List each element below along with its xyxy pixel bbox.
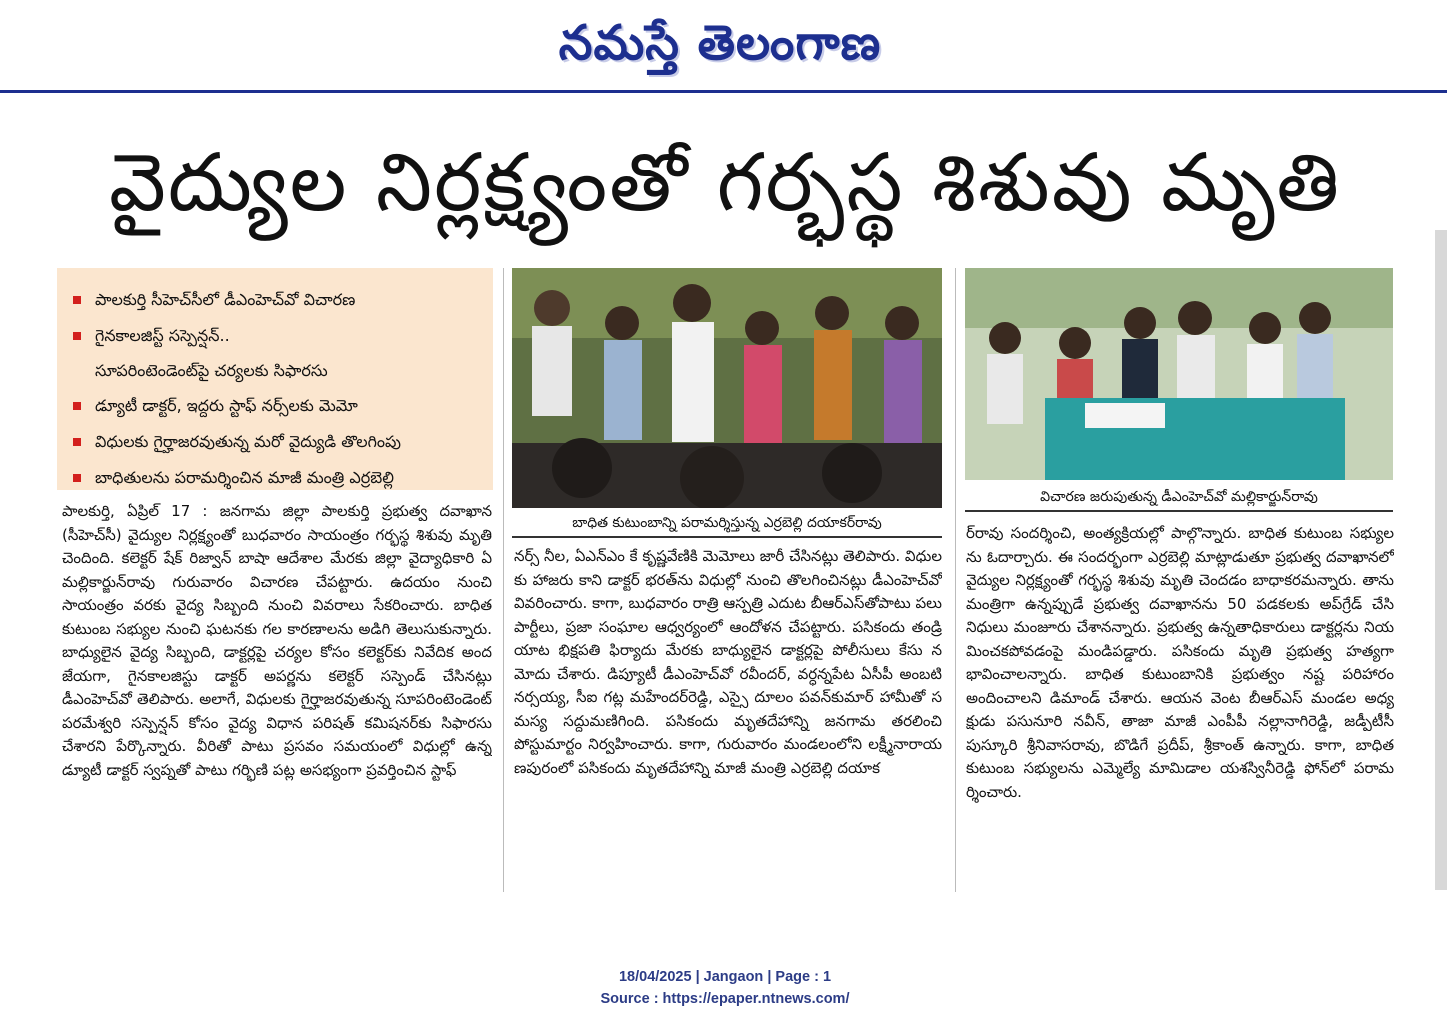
footer-date-edition: 18/04/2025 | Jangaon | Page : 1 xyxy=(618,969,832,985)
meeting-photo-illustration xyxy=(965,268,1393,480)
highlight-item xyxy=(73,282,483,318)
highlights-box xyxy=(57,268,493,490)
highlight-text: గైనకాలజిస్ట్ సస్పెన్షన్.. xyxy=(95,326,230,345)
headline: వైద్యుల నిర్లక్ష్యంతో గర్భస్థ శిశువు మృతి xyxy=(108,136,1342,229)
bullet-square-icon xyxy=(73,474,81,482)
highlight-item xyxy=(73,424,483,460)
footer-source-link[interactable]: Source : https://epaper.ntnews.com/ xyxy=(600,991,850,1007)
photo-caption: విచారణ జరుపుతున్న డీఎంహెచ్‌వో మల్లికార్జున్‌రావు xyxy=(965,484,1393,512)
highlight-item xyxy=(73,388,483,424)
highlight-text-continued: సూపరింటెండెంట్‌పై చర్యలకు సిఫారసు xyxy=(95,361,328,380)
adjacent-page-edge xyxy=(1435,230,1447,890)
bullet-square-icon xyxy=(73,402,81,410)
highlight-item xyxy=(73,318,483,354)
photo-caption: బాధిత కుటుంబాన్ని పరామర్శిస్తున్న ఎర్రబెల్లి దయాకర్‌రావు xyxy=(512,510,942,538)
page-footer xyxy=(500,966,950,1010)
highlight-text: బాధితులను పరామర్శించిన మాజీ మంత్రి ఎర్రబెల్లి xyxy=(95,468,394,487)
masthead-rule xyxy=(0,90,1447,93)
highlight-item xyxy=(73,460,483,496)
article-column-2: నర్స్ నీల, ఏఎన్‌ఎం కే కృష్ణవేణికి మెమోలు జారీ చేసినట్లు తెలిపారు. విధులకు హాజరు కాని డాక్టర్ భరత్‌ను విధుల్లో నుంచి తొలగించినట్లు డీఎంహెచ్‌వో వివరించారు. కాగా, బుధవారం రాత్రి ఆస్పత్రి ఎదుట బీఆర్‌ఎస్‌తోపాటు పలు పార్టీలు, ప్రజా సంఘాల ఆధ్వర్యంలో ఆందోళన చేపట్టారు. పసికందు తండ్రి యాట భిక్షపతి ఫిర్యాదు మేరకు బాధ్యులైన డాక్టర్లపై పోలీసులు కేసు నమోదు చేశారు. డిప్యూటీ డీఎంహెచ్‌వో రవీందర్, వర్ధన్నపేట ఏసీపీ అంబటి నర్సయ్య, సీఐ గట్ల మహేందర్‌రెడ్డి, ఎస్సై దూలం పవన్‌కుమార్ హామీతో సమస్య సద్దుమణిగింది. పసికందు మృతదేహాన్ని జనగామ తరలించి పోస్టుమార్టం నిర్వహించారు. కాగా, గురువారం మండలంలోని లక్ష్మీనారాయణపురంలో పసికందు మృతదేహాన్ని మాజీ మంత్రి ఎర్రబెల్లి దయాక xyxy=(514,547,942,777)
column-divider xyxy=(503,268,504,892)
column-divider xyxy=(955,268,956,892)
article-column-1: పాలకుర్తి, ఏప్రిల్ 17 : జనగామ జిల్లా పాలకుర్తి ప్రభుత్వ దవాఖాన (సీహెచ్‌సీ) వైద్యుల నిర్లక్ష్యంతో బుధవారం సాయంత్రం గర్భస్థ శిశువు మృతి చెందింది. కలెక్టర్ షేక్ రిజ్వాన్ బాషా ఆదేశాల మేరకు జిల్లా వైద్యాధికారి ఏ మల్లికార్జున్‌రావు గురువారం విచారణ చేపట్టారు. ఉదయం నుంచి సాయంత్రం వరకు వైద్య సిబ్బంది నుంచి వివరాలు సేకరించారు. బాధిత కుటుంబ సభ్యుల నుంచి ఘటనకు గల కారణాలను అడిగి తెలుసుకున్నారు. బాధ్యులైన వైద్య సిబ్బంది, డాక్టర్లపై చర్యల కోసం కలెక్టర్‌కు నివేదిక అందజేయగా, గైనకాలజిస్టు డాక్టర్ అపర్ణను కలెక్టర్ సస్పెండ్ చేసినట్లు డీఎంహెచ్‌వో తెలిపారు. అలాగే, విధులకు గైర్హాజరవుతున్న సూపరింటెండెంట్ పరమేశ్వరి సస్పెన్షన్ కోసం వైద్య విధాన పరిషత్ కమిషనర్‌కు సిఫారసు చేశారని పేర్కొన్నారు. వీరితో పాటు ప్రసవం సమయంలో విధుల్లో ఉన్న డ్యూటీ డాక్టర్ స్వప్నతో పాటు గర్భిణి పట్ల అసభ్యంగా ప్రవర్తించిన స్టాఫ్ xyxy=(62,502,492,779)
crowd-photo-illustration xyxy=(512,268,942,508)
masthead-logo: నమస్తే తెలంగాణ xyxy=(558,15,882,71)
bullet-square-icon xyxy=(73,332,81,340)
highlight-text: విధులకు గైర్హాజరవుతున్న మరో వైద్యుడి తొలగింపు xyxy=(95,432,402,451)
highlight-text: పాలకుర్తి సీహెచ్‌సీలో డీఎంహెచ్‌వో విచారణ xyxy=(95,290,356,309)
photo-errabelli-visit xyxy=(512,268,942,508)
bullet-square-icon xyxy=(73,296,81,304)
highlight-text: డ్యూటీ డాక్టర్, ఇద్దరు స్టాఫ్ నర్స్‌లకు మెమో xyxy=(95,396,358,415)
photo-dmho-inquiry xyxy=(965,268,1393,480)
article-column-3: ర్‌రావు సందర్శించి, అంత్యక్రియల్లో పాల్గొన్నారు. బాధిత కుటుంబ సభ్యులను ఓదార్చారు. ఈ సందర్భంగా ఎర్రబెల్లి మాట్లాడుతూ ప్రభుత్వ దవాఖానలో వైద్యుల నిర్లక్ష్యంతో గర్భస్థ శిశువు మృతి చెందడం బాధాకరమన్నారు. తాను మంత్రిగా ఉన్నప్పుడే ప్రభుత్వ దవాఖానను 50 పడకలకు అప్‌గ్రేడ్ చేసి నిధులు మంజూరు చేశానన్నారు. ప్రభుత్వ ఉన్నతాధికారులు డాక్టర్లను నియమించకపోవడంపై మండిపడ్డారు. పసికందు మృతి ప్రభుత్వ హత్యగా భావించాలన్నారు. బాధిత కుటుంబానికి ప్రభుత్వం నష్ట పరిహారం అందించాలని డిమాండ్ చేశారు. ఆయన వెంట బీఆర్‌ఎస్ మండల అధ్యక్షుడు పసునూరి నవీన్, తాజా మాజీ ఎంపీపీ నల్లానాగిరెడ్డి, జడ్పీటీసీ పుస్కూరి శ్రీనివాసరావు, బొడిగే ప్రదీప్, శ్రీకాంత్ ఉన్నారు. కాగా, బాధిత కుటుంబ సభ్యులను ఎమ్మెల్యే మామిడాల యశస్వినీరెడ్డి ఫోన్‌లో పరామర్శించారు. xyxy=(966,524,1394,801)
bullet-square-icon xyxy=(73,438,81,446)
